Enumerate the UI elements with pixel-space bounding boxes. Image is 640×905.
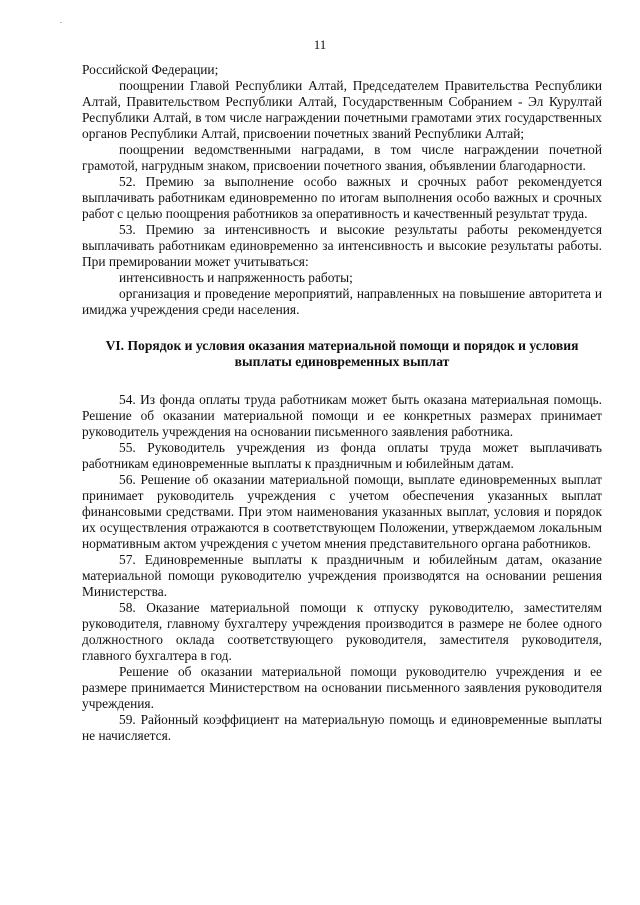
paragraph: 58. Оказание материальной помощи к отпуску руководителю, заместителям руководителя, главному бухгалтеру учреждения производится в размере не более одного должностного оклада соответствующего руководителя, заместителя руководителя, главного бухгалтера в год. xyxy=(82,600,602,663)
paragraph: 52. Премию за выполнение особо важных и срочных работ рекомендуется выплачивать работникам единовременно по итогам выполнения особо важных и срочных работ с целью поощрения работников за оперативность и качественный результат труда. xyxy=(82,174,602,221)
paragraphs-before-heading xyxy=(82,62,602,318)
section-heading-line-2: выплаты единовременных выплат xyxy=(234,354,450,369)
paragraph: 57. Единовременные выплаты к праздничным и юбилейным датам, оказание материальной помощи руководителю учреждения производятся на основании решения Министерства. xyxy=(82,552,602,599)
paragraphs-after-heading xyxy=(82,392,602,744)
section-heading-line-1: VI. Порядок и условия оказания материальной помощи и порядок и условия xyxy=(105,338,579,353)
paragraph: интенсивность и напряженность работы; xyxy=(119,270,353,285)
paragraph: поощрении Главой Республики Алтай, Председателем Правительства Республики Алтай, Правительством Республики Алтай, Государственным Собранием - Эл Курултай Республики Алтай, в том числе награждении почетными грамотами этих государственных органов Республики Алтай, присвоении почетных званий Республики Алтай; xyxy=(82,78,602,141)
paragraph: 55. Руководитель учреждения из фонда оплаты труда может выплачивать работникам единовременные выплаты к праздничным и юбилейным датам. xyxy=(82,440,602,471)
section-heading xyxy=(82,338,602,370)
paragraph: 53. Премию за интенсивность и высокие результаты работы рекомендуется выплачивать работникам единовременно за интенсивность и высокие результаты работы. При премировании может учитываться: xyxy=(82,222,602,269)
paragraph: Российской Федерации; xyxy=(82,62,219,77)
paragraph: 56. Решение об оказании материальной помощи, выплате единовременных выплат принимает руководитель учреждения с учетом обеспечения указанных выплат финансовыми средствами. При этом наименования указанных выплат, условия и порядок их осуществления отражаются в соответствующем Положении, утверждаемом локальным нормативным актом учреждения с учетом мнения представительного органа работников. xyxy=(82,472,602,551)
page-number: 11 xyxy=(313,37,327,52)
scan-mark xyxy=(60,22,62,23)
paragraph: 59. Районный коэффициент на материальную помощь и единовременные выплаты не начисляется. xyxy=(82,712,602,743)
paragraph: 54. Из фонда оплаты труда работникам может быть оказана материальная помощь. Решение об оказании материальной помощи и ее конкретных размерах принимает руководитель учреждения на основании письменного заявления работника. xyxy=(82,392,602,439)
paragraph: организация и проведение мероприятий, направленных на повышение авторитета и имиджа учреждения среди населения. xyxy=(82,286,602,317)
paragraph: поощрении ведомственными наградами, в том числе награждении почетной грамотой, нагрудным знаком, присвоении почетного звания, объявлении благодарности. xyxy=(82,142,602,173)
paragraph: Решение об оказании материальной помощи руководителю учреждения и ее размере принимается Министерством на основании письменного заявления руководителя учреждения. xyxy=(82,664,602,711)
document-body xyxy=(82,62,602,744)
